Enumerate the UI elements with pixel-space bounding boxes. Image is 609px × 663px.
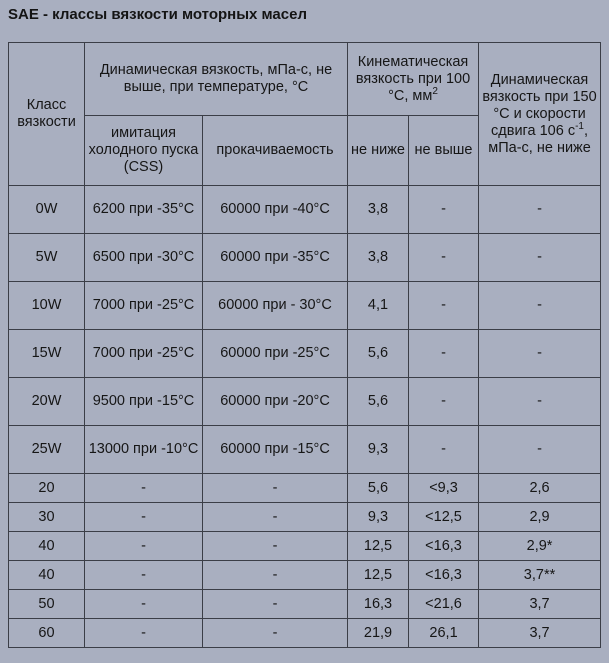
cell-hths: - — [479, 186, 601, 234]
cell-pump: - — [203, 503, 348, 532]
cell-hths: 3,7 — [479, 590, 601, 619]
cell-kin-max: <16,3 — [409, 532, 479, 561]
table-row — [9, 186, 601, 234]
cell-kin-min: 5,6 — [348, 378, 409, 426]
cell-kin-min: 21,9 — [348, 619, 409, 648]
header-dynamic-150-text-b: , мПа-с, не ниже — [488, 122, 591, 156]
table-row — [9, 234, 601, 282]
cell-pump: 60000 при -20°С — [203, 378, 348, 426]
table-row — [9, 532, 601, 561]
cell-class: 50 — [9, 590, 85, 619]
cell-kin-min: 16,3 — [348, 590, 409, 619]
cell-class: 5W — [9, 234, 85, 282]
header-not-lower: не ниже — [348, 116, 409, 186]
cell-css: 9500 при -15°С — [85, 378, 203, 426]
cell-css: - — [85, 561, 203, 590]
header-dynamic-150-sup: -1 — [575, 120, 584, 132]
table-row — [9, 378, 601, 426]
cell-css: 7000 при -25°С — [85, 282, 203, 330]
cell-kin-min: 4,1 — [348, 282, 409, 330]
cell-hths: 2,6 — [479, 474, 601, 503]
table-row — [9, 619, 601, 648]
cell-css: - — [85, 474, 203, 503]
table-row — [9, 330, 601, 378]
table-row — [9, 590, 601, 619]
header-class: Класс вязкости — [9, 43, 85, 186]
cell-kin-min: 5,6 — [348, 474, 409, 503]
header-dynamic-150 — [479, 43, 601, 186]
cell-class: 60 — [9, 619, 85, 648]
header-kinematic-viscosity — [348, 43, 479, 116]
header-row-1 — [9, 43, 601, 116]
cell-class: 15W — [9, 330, 85, 378]
cell-class: 0W — [9, 186, 85, 234]
cell-kin-max: 26,1 — [409, 619, 479, 648]
cell-css: - — [85, 532, 203, 561]
cell-hths: - — [479, 426, 601, 474]
cell-kin-max: <12,5 — [409, 503, 479, 532]
cell-kin-max: <16,3 — [409, 561, 479, 590]
cell-hths: 3,7 — [479, 619, 601, 648]
cell-css: - — [85, 590, 203, 619]
cell-pump: 60000 при -25°С — [203, 330, 348, 378]
header-not-higher: не выше — [409, 116, 479, 186]
cell-class: 25W — [9, 426, 85, 474]
cell-css: 13000 при -10°С — [85, 426, 203, 474]
cell-class: 20 — [9, 474, 85, 503]
cell-kin-max: - — [409, 234, 479, 282]
cell-pump: - — [203, 532, 348, 561]
table-row — [9, 474, 601, 503]
cell-css: - — [85, 503, 203, 532]
cell-kin-min: 3,8 — [348, 234, 409, 282]
cell-kin-min: 12,5 — [348, 561, 409, 590]
cell-pump: 60000 при -15°С — [203, 426, 348, 474]
cell-pump: - — [203, 590, 348, 619]
table-row — [9, 561, 601, 590]
cell-hths: - — [479, 378, 601, 426]
cell-kin-max: <21,6 — [409, 590, 479, 619]
table-row — [9, 426, 601, 474]
cell-kin-min: 9,3 — [348, 426, 409, 474]
cell-kin-max: <9,3 — [409, 474, 479, 503]
cell-kin-max: - — [409, 330, 479, 378]
cell-hths: - — [479, 282, 601, 330]
header-dynamic-viscosity: Динамическая вязкость, мПа-с, не выше, при температуре, °С — [85, 43, 348, 116]
cell-kin-min: 5,6 — [348, 330, 409, 378]
cell-hths: 2,9* — [479, 532, 601, 561]
cell-class: 40 — [9, 532, 85, 561]
table-row — [9, 282, 601, 330]
cell-hths: - — [479, 330, 601, 378]
cell-pump: - — [203, 474, 348, 503]
cell-css: 6500 при -30°С — [85, 234, 203, 282]
cell-class: 10W — [9, 282, 85, 330]
header-dynamic-150-text-a: Динамическая вязкость при 150 °С и скорости сдвига 106 с — [482, 71, 597, 139]
cell-pump: 60000 при - 30°С — [203, 282, 348, 330]
cell-kin-max: - — [409, 282, 479, 330]
cell-kin-min: 3,8 — [348, 186, 409, 234]
cell-pump: 60000 при -40°С — [203, 186, 348, 234]
header-kinematic-sup: 2 — [432, 85, 438, 97]
cell-pump: - — [203, 619, 348, 648]
cell-css: 6200 при -35°С — [85, 186, 203, 234]
cell-hths: 3,7** — [479, 561, 601, 590]
cell-css: 7000 при -25°С — [85, 330, 203, 378]
cell-pump: 60000 при -35°С — [203, 234, 348, 282]
cell-class: 40 — [9, 561, 85, 590]
viscosity-table — [8, 42, 601, 648]
cell-hths: 2,9 — [479, 503, 601, 532]
header-kinematic-text: Кинематическая вязкость при 100 °С, мм — [355, 53, 471, 104]
cell-pump: - — [203, 561, 348, 590]
cell-kin-max: - — [409, 186, 479, 234]
cell-kin-max: - — [409, 378, 479, 426]
header-pumpability: прокачиваемость — [203, 116, 348, 186]
header-css: имитация холодного пуска (CSS) — [85, 116, 203, 186]
table-row — [9, 503, 601, 532]
cell-class: 20W — [9, 378, 85, 426]
cell-class: 30 — [9, 503, 85, 532]
cell-kin-min: 12,5 — [348, 532, 409, 561]
cell-kin-min: 9,3 — [348, 503, 409, 532]
page-title: SAE - классы вязкости моторных масел — [8, 6, 307, 23]
cell-kin-max: - — [409, 426, 479, 474]
cell-hths: - — [479, 234, 601, 282]
cell-css: - — [85, 619, 203, 648]
